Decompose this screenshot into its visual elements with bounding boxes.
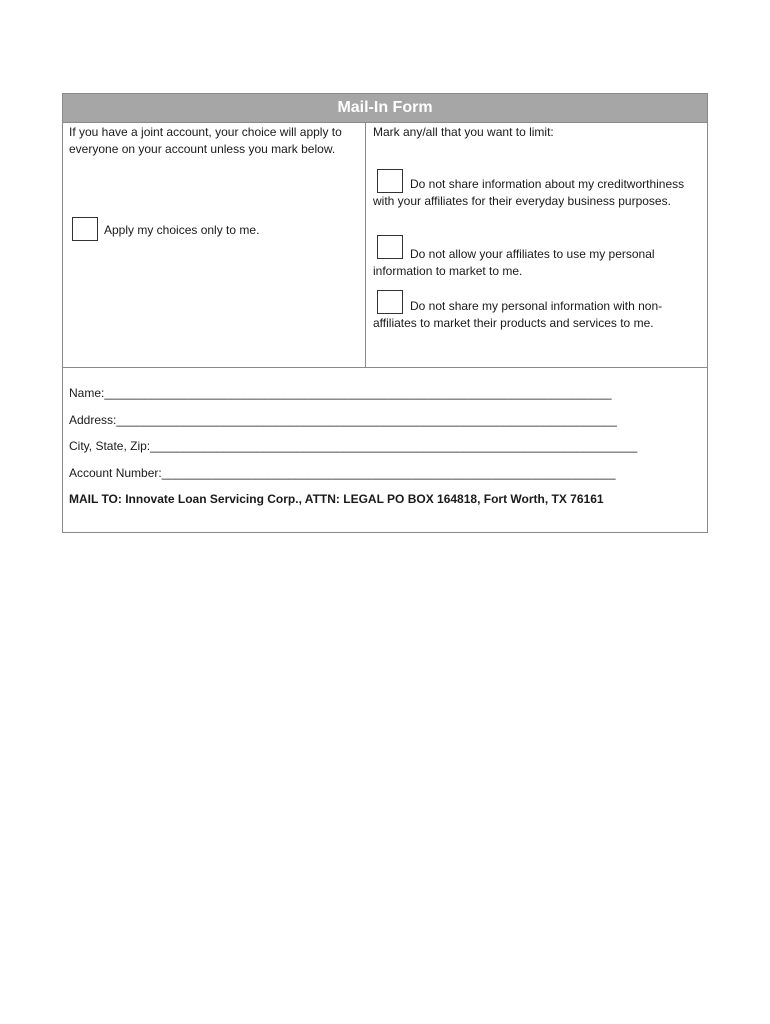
account-number-field[interactable]: Account Number:____________________________________________________________________: [69, 465, 616, 480]
apply-only-to-me-label: Apply my choices only to me.: [104, 223, 260, 237]
option-creditworthiness-label: Do not share information about my creditworthiness with your affiliates for their everyday business purposes.: [373, 177, 685, 208]
option-nonaffiliate-sharing-label: Do not share my personal information with non-affiliates to market their products and services to me.: [373, 299, 663, 330]
form-title: Mail-In Form: [63, 94, 707, 123]
address-field[interactable]: Address:___________________________________________________________________________: [69, 412, 617, 427]
joint-account-section: [63, 123, 366, 367]
joint-account-note: If you have a joint account, your choice will apply to everyone on your account unless you mark below.: [69, 125, 342, 156]
option-creditworthiness-checkbox[interactable]: [377, 169, 403, 193]
contact-fields: [69, 385, 699, 508]
section-divider: [63, 367, 707, 368]
option-affiliate-marketing-label: Do not allow your affiliates to use my personal information to market to me.: [373, 247, 655, 278]
apply-only-to-me-checkbox[interactable]: [72, 217, 98, 241]
limit-heading: Mark any/all that you want to limit:: [373, 125, 554, 139]
city-state-zip-field[interactable]: City, State, Zip:_________________________________________________________________________: [69, 439, 638, 453]
option-nonaffiliate-sharing-checkbox[interactable]: [377, 290, 403, 314]
option-affiliate-marketing-checkbox[interactable]: [377, 235, 403, 259]
mail-to-address: MAIL TO: Innovate Loan Servicing Corp., ATTN: LEGAL PO BOX 164818, Fort Worth, TX 76161: [69, 492, 604, 506]
mail-in-form: [62, 93, 708, 533]
limit-options-section: [366, 123, 707, 367]
name-field[interactable]: Name:____________________________________________________________________________: [69, 386, 612, 400]
